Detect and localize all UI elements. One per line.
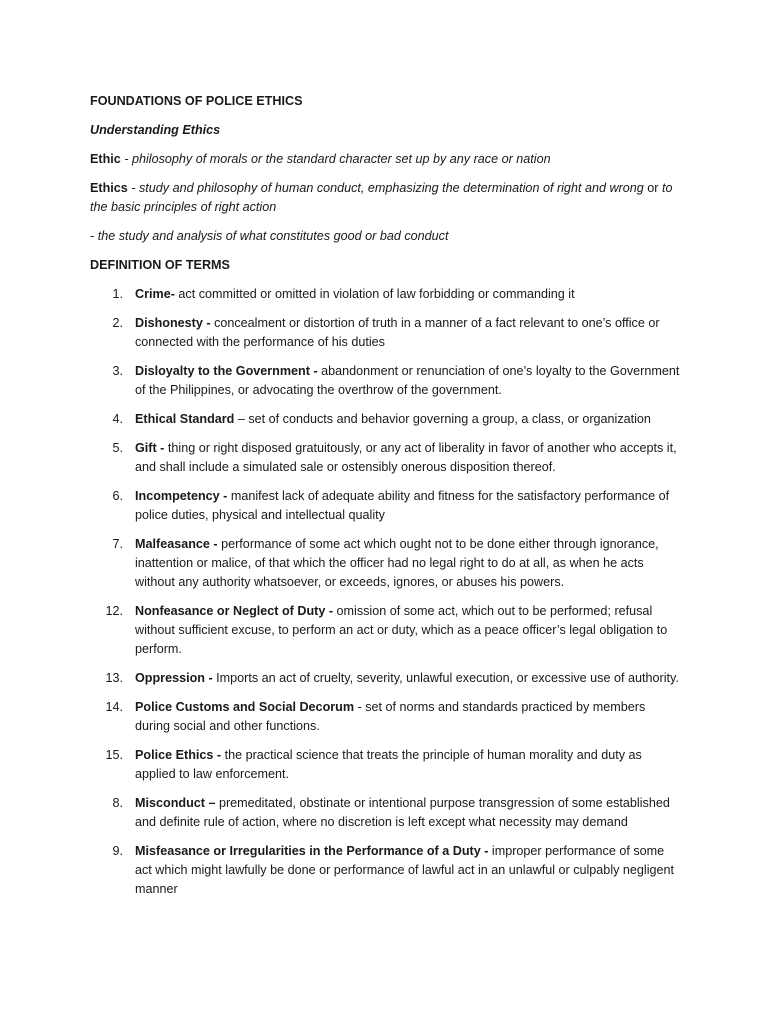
list-item-number: 13. (105, 671, 123, 685)
list-item-definition: - set of norms and standards practiced by members during social and other functions. (135, 700, 646, 733)
list-item-definition: act committed or omitted in violation of law forbidding or commanding it (174, 287, 575, 301)
list-item (90, 602, 680, 659)
ethics-definition (90, 179, 680, 217)
list-item (90, 794, 680, 832)
list-item (90, 669, 680, 688)
ethic-definition-text: - philosophy of morals or the standard character set up by any race or nation (120, 152, 551, 166)
list-item-number: 14. (105, 700, 123, 714)
list-item (90, 362, 680, 400)
list-item-number: 1. (112, 287, 123, 301)
list-item-definition: abandonment or renunciation of one’s loyalty to the Government of the Philippines, or advocating the overthrow of the government. (135, 364, 680, 397)
document-title: FOUNDATIONS OF POLICE ETHICS (90, 94, 303, 108)
list-item-definition: thing or right disposed gratuitously, or any act of liberality in favor of another who accepts it, and shall include a simulated sale or ostensibly onerous disposition thereof. (135, 441, 677, 474)
ethics-term: Ethics (90, 181, 128, 195)
list-item-number: 6. (112, 489, 123, 503)
list-item-definition: premeditated, obstinate or intentional purpose transgression of some established and definite rule of action, where no discretion is left except what necessity may demand (135, 796, 670, 829)
list-item-term: Dishonesty - (135, 316, 211, 330)
list-item-definition: performance of some act which ought not to be done either through ignorance, inattention or malice, of that which the officer had no legal right to do at all, as when he acts without any authority whatsoever, or exceeds, ignores, or abuses his powers. (135, 537, 659, 589)
list-item-term: Disloyalty to the Government - (135, 364, 318, 378)
ethics-definition-or: or (643, 181, 662, 195)
list-item-term: Police Customs and Social Decorum (135, 700, 355, 714)
list-item-definition: improper performance of some act which might lawfully be done or performance of lawful act in an unlawful or culpably negligent manner (135, 844, 675, 896)
list-item-term: Incompetency - (135, 489, 228, 503)
list-item (90, 535, 680, 592)
list-item-term: Misfeasance or Irregularities in the Performance of a Duty - (135, 844, 489, 858)
ethics-definition-text-a: - study and philosophy of human conduct, emphasizing the determination of right and wrong (127, 181, 644, 195)
list-item-number: 2. (112, 316, 123, 330)
ethic-term: Ethic (90, 152, 121, 166)
list-item-number: 15. (105, 748, 123, 762)
list-item-definition: concealment or distortion of truth in a manner of a fact relevant to one’s office or connected with the performance of his duties (135, 316, 660, 349)
document-content (90, 92, 680, 909)
list-item-number: 3. (112, 364, 123, 378)
list-item-definition: – set of conducts and behavior governing a group, a class, or organization (234, 412, 651, 426)
terms-list (90, 285, 680, 899)
ethics-definition-2: - the study and analysis of what constitutes good or bad conduct (90, 229, 449, 243)
ethics-definition-text-b: to the basic principles of right action (90, 181, 673, 214)
list-item (90, 285, 680, 304)
list-item (90, 698, 680, 736)
list-item (90, 410, 680, 429)
list-item-term: Gift - (135, 441, 165, 455)
list-item-term: Ethical Standard (135, 412, 235, 426)
list-item-number: 8. (112, 796, 123, 810)
list-item-number: 7. (112, 537, 123, 551)
list-item-term: Police Ethics - (135, 748, 222, 762)
list-item-term: Oppression - (135, 671, 213, 685)
list-item-number: 9. (112, 844, 123, 858)
list-item (90, 439, 680, 477)
list-item-term: Malfeasance - (135, 537, 218, 551)
list-item (90, 746, 680, 784)
document-subtitle: Understanding Ethics (90, 123, 221, 137)
list-item-number: 5. (112, 441, 123, 455)
list-item-number: 4. (112, 412, 123, 426)
section-title: DEFINITION OF TERMS (90, 258, 230, 272)
list-item-definition: manifest lack of adequate ability and fitness for the satisfactory performance of police duties, physical and intellectual quality (135, 489, 670, 522)
list-item-number: 12. (105, 604, 123, 618)
list-item (90, 487, 680, 525)
list-item-definition: the practical science that treats the principle of human morality and duty as applied to law enforcement. (135, 748, 642, 781)
list-item (90, 842, 680, 899)
list-item-definition: omission of some act, which out to be performed; refusal without sufficient excuse, to perform an act or duty, which as a peace officer’s legal obligation to perform. (135, 604, 668, 656)
list-item (90, 314, 680, 352)
list-item-term: Crime- (135, 287, 175, 301)
list-item-term: Nonfeasance or Neglect of Duty - (135, 604, 334, 618)
list-item-term: Misconduct – (135, 796, 216, 810)
list-item-definition: Imports an act of cruelty, severity, unlawful execution, or excessive use of authority. (212, 671, 679, 685)
ethic-definition (90, 150, 680, 169)
